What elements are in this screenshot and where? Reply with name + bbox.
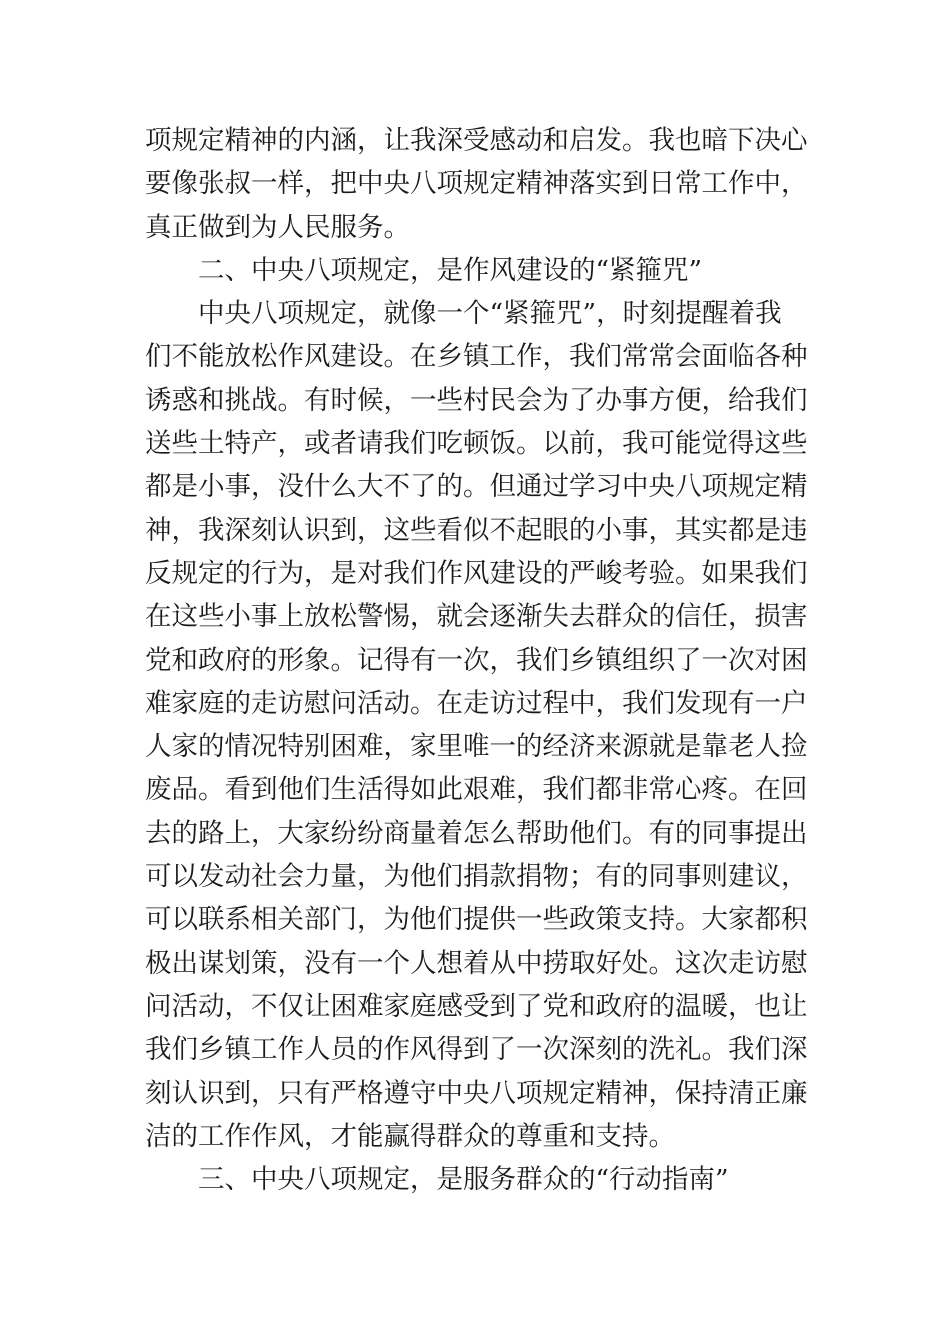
text-line: 洁的工作作风，才能赢得群众的尊重和支持。	[145, 1120, 675, 1152]
text-line: 极出谋划策，没有一个人想着从中捞取好处。这次走访慰	[145, 947, 808, 979]
text-line: 项规定精神的内涵，让我深受感动和启发。我也暗下决心	[145, 125, 808, 156]
text-line: 们不能放松作风建设。在乡镇工作，我们常常会面临各种	[145, 341, 808, 373]
text-line: 问活动，不仅让困难家庭感受到了党和政府的温暖，也让	[145, 990, 808, 1022]
text-line: 神，我深刻认识到，这些看似不起眼的小事，其实都是违	[145, 514, 808, 546]
text-line: 都是小事，没什么大不了的。但通过学习中央八项规定精	[145, 471, 808, 503]
text-line: 在这些小事上放松警惕，就会逐渐失去群众的信任，损害	[145, 601, 808, 633]
text-line: 可以发动社会力量，为他们捐款捐物；有的同事则建议，	[145, 861, 808, 893]
text-line: 人家的情况特别困难，家里唯一的经济来源就是靠老人捡	[145, 731, 808, 763]
text-line: 真正做到为人民服务。	[145, 211, 410, 243]
section-heading: 二、中央八项规定，是作风建设的“紧箍咒”	[198, 254, 703, 286]
text-line: 我们乡镇工作人员的作风得到了一次深刻的洗礼。我们深	[145, 1034, 808, 1066]
text-line: 送些土特产，或者请我们吃顿饭。以前，我可能觉得这些	[145, 428, 808, 460]
document-body	[145, 119, 815, 1201]
text-line: 刻认识到，只有严格遵守中央八项规定精神，保持清正廉	[145, 1077, 808, 1109]
text-line: 难家庭的走访慰问活动。在走访过程中，我们发现有一户	[145, 687, 808, 719]
text-line: 废品。看到他们生活得如此艰难，我们都非常心疼。在回	[145, 774, 808, 806]
text-line: 中央八项规定，就像一个“紧箍咒”，时刻提醒着我	[198, 298, 782, 330]
text-line: 党和政府的形象。记得有一次，我们乡镇组织了一次对困	[145, 644, 808, 676]
text-line: 反规定的行为，是对我们作风建设的严峻考验。如果我们	[145, 557, 808, 589]
text-line: 要像张叔一样，把中央八项规定精神落实到日常工作中，	[145, 168, 808, 200]
text-line: 诱惑和挑战。有时候，一些村民会为了办事方便，给我们	[145, 384, 808, 416]
section-heading: 三、中央八项规定，是服务群众的“行动指南”	[198, 1164, 729, 1196]
text-line: 可以联系相关部门，为他们提供一些政策支持。大家都积	[145, 904, 808, 936]
text-line: 去的路上，大家纷纷商量着怎么帮助他们。有的同事提出	[145, 817, 808, 849]
